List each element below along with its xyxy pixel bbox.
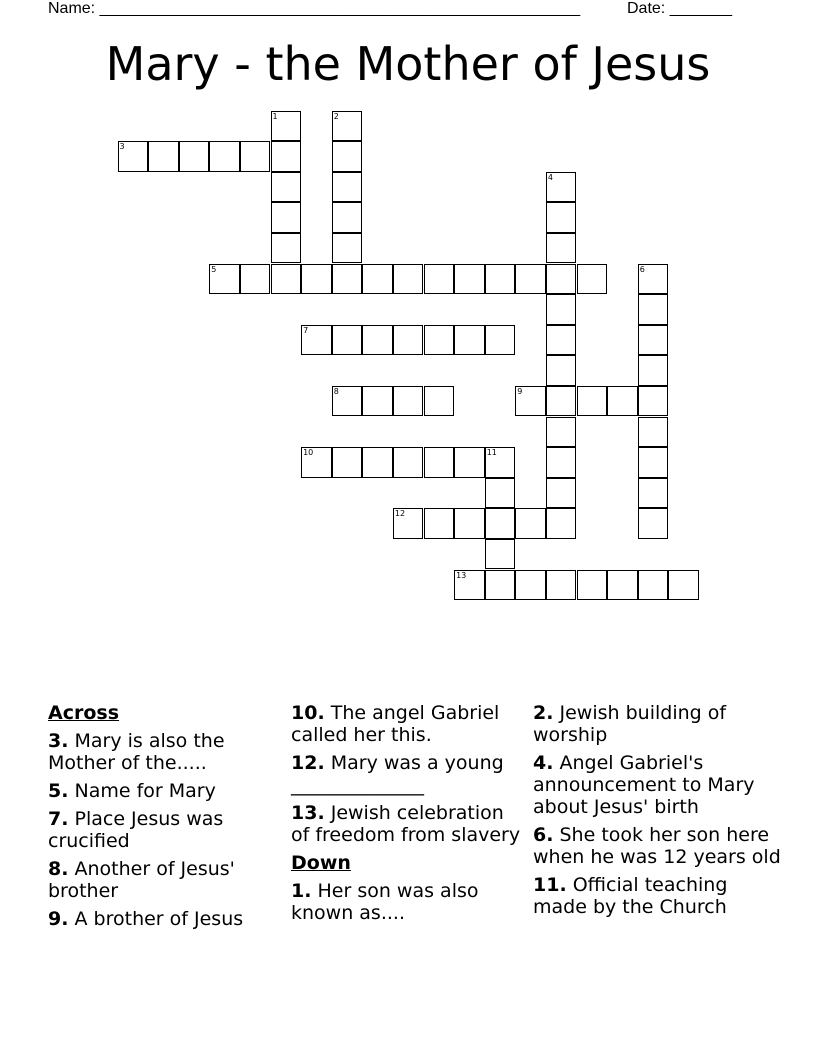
grid-cell[interactable] (638, 386, 669, 417)
grid-cell[interactable] (424, 386, 455, 417)
grid-cell[interactable] (148, 141, 179, 172)
grid-cell[interactable] (515, 264, 546, 295)
clue-number: 1 (272, 111, 278, 121)
grid-cell[interactable] (546, 386, 577, 417)
grid-cell[interactable] (271, 111, 302, 142)
grid-cell[interactable] (546, 417, 577, 448)
grid-cell[interactable] (332, 141, 363, 172)
grid-cell[interactable] (332, 447, 363, 478)
clue-number: 7 (303, 325, 309, 335)
clue-across-8: 8. Another of Jesus' brother (48, 858, 235, 902)
grid-cell[interactable] (485, 325, 516, 356)
grid-cell[interactable] (546, 570, 577, 601)
grid-cell[interactable] (454, 508, 485, 539)
grid-cell[interactable] (546, 508, 577, 539)
page-title: Mary - the Mother of Jesus (105, 37, 711, 91)
clues-column-1 (48, 702, 278, 936)
grid-cell[interactable] (638, 355, 669, 386)
grid-cell[interactable] (485, 570, 516, 601)
clue-number: 10 (303, 448, 314, 458)
grid-cell[interactable] (485, 508, 516, 539)
grid-cell[interactable] (271, 141, 302, 172)
down-heading: Down (291, 852, 351, 874)
clue-down-11: 11. Official teaching made by the Church (533, 874, 728, 918)
grid-cell[interactable] (515, 508, 546, 539)
grid-cell[interactable] (454, 570, 485, 601)
grid-cell[interactable] (546, 172, 577, 203)
grid-cell[interactable] (546, 325, 577, 356)
name-line: Name: ______________________________________________________ (48, 0, 581, 17)
grid-cell[interactable] (546, 294, 577, 325)
grid-cell[interactable] (454, 325, 485, 356)
grid-cell[interactable] (393, 447, 424, 478)
grid-cell[interactable] (668, 570, 699, 601)
grid-cell[interactable] (362, 386, 393, 417)
grid-cell[interactable] (179, 141, 210, 172)
grid-cell[interactable] (485, 264, 516, 295)
grid-cell[interactable] (118, 141, 149, 172)
grid-cell[interactable] (362, 325, 393, 356)
clue-number: 8 (333, 386, 339, 396)
clue-down-1: 1. Her son was also known as.... (291, 880, 479, 924)
grid-cell[interactable] (485, 447, 516, 478)
grid-cell[interactable] (638, 325, 669, 356)
grid-cell[interactable] (424, 508, 455, 539)
grid-cell[interactable] (393, 508, 424, 539)
clues-column-3 (533, 702, 783, 924)
grid-cell[interactable] (638, 264, 669, 295)
answer-blank: ______________ (291, 774, 424, 796)
grid-cell[interactable] (332, 264, 363, 295)
grid-cell[interactable] (424, 325, 455, 356)
grid-cell[interactable] (240, 141, 271, 172)
grid-cell[interactable] (638, 294, 669, 325)
grid-cell[interactable] (638, 570, 669, 601)
clue-across-13: 13. Jewish celebration of freedom from slavery (291, 802, 521, 846)
grid-cell[interactable] (546, 447, 577, 478)
clues-column-2 (291, 702, 523, 930)
grid-cell[interactable] (607, 386, 638, 417)
clue-across-12: 12. Mary was a young ______________ (291, 752, 504, 796)
clue-number: 6 (639, 264, 645, 274)
clue-number: 11 (486, 448, 497, 458)
grid-cell[interactable] (638, 447, 669, 478)
grid-cell[interactable] (638, 508, 669, 539)
clue-down-6: 6. She took her son here when he was 12 years old (533, 824, 781, 868)
grid-cell[interactable] (332, 111, 363, 142)
clue-down-2: 2. Jewish building of worship (533, 702, 727, 746)
grid-cell[interactable] (271, 264, 302, 295)
clue-number: 9 (517, 386, 523, 396)
clue-across-9: 9. A brother of Jesus (48, 908, 244, 930)
grid-cell[interactable] (301, 447, 332, 478)
grid-cell[interactable] (332, 202, 363, 233)
clue-down-4: 4. Angel Gabriel's announcement to Mary about Jesus' birth (533, 752, 755, 818)
grid-cell[interactable] (209, 141, 240, 172)
grid-cell[interactable] (546, 264, 577, 295)
grid-cell[interactable] (577, 386, 608, 417)
grid-cell[interactable] (577, 570, 608, 601)
grid-cell[interactable] (454, 264, 485, 295)
clue-number: 2 (333, 111, 339, 121)
grid-cell[interactable] (332, 386, 363, 417)
grid-cell[interactable] (332, 172, 363, 203)
grid-cell[interactable] (638, 478, 669, 509)
grid-cell[interactable] (332, 233, 363, 264)
across-heading: Across (48, 702, 120, 724)
grid-cell[interactable] (485, 478, 516, 509)
grid-cell[interactable] (546, 478, 577, 509)
grid-cell[interactable] (332, 325, 363, 356)
grid-cell[interactable] (393, 325, 424, 356)
grid-cell[interactable] (271, 233, 302, 264)
grid-cell[interactable] (607, 570, 638, 601)
grid-cell[interactable] (209, 264, 240, 295)
grid-cell[interactable] (546, 202, 577, 233)
grid-cell[interactable] (424, 264, 455, 295)
clue-across-7: 7. Place Jesus was crucified (48, 808, 224, 852)
clue-number: 13 (456, 570, 467, 580)
grid-cell[interactable] (393, 386, 424, 417)
clue-across-10: 10. The angel Gabriel called her this. (291, 702, 500, 746)
clue-number: 5 (211, 264, 217, 274)
grid-cell[interactable] (454, 447, 485, 478)
clue-number: 3 (119, 142, 125, 152)
grid-cell[interactable] (424, 447, 455, 478)
grid-cell[interactable] (301, 264, 332, 295)
clue-number: 4 (547, 172, 553, 182)
clue-across-5: 5. Name for Mary (48, 780, 216, 802)
date-line: Date: _______ (627, 0, 732, 17)
grid-cell[interactable] (546, 355, 577, 386)
grid-cell[interactable] (362, 447, 393, 478)
grid-cell[interactable] (362, 264, 393, 295)
grid-cell[interactable] (301, 325, 332, 356)
clue-number: 12 (394, 509, 406, 519)
grid-cell[interactable] (515, 386, 546, 417)
grid-cell[interactable] (393, 264, 424, 295)
grid-cell[interactable] (485, 539, 516, 570)
grid-cell[interactable] (240, 264, 271, 295)
grid-cell[interactable] (515, 570, 546, 601)
clue-across-3: 3. Mary is also the Mother of the..... (48, 730, 225, 774)
grid-cell[interactable] (577, 264, 608, 295)
grid-cell[interactable] (271, 172, 302, 203)
grid-cell[interactable] (546, 233, 577, 264)
grid-cell[interactable] (271, 202, 302, 233)
grid-cell[interactable] (638, 417, 669, 448)
